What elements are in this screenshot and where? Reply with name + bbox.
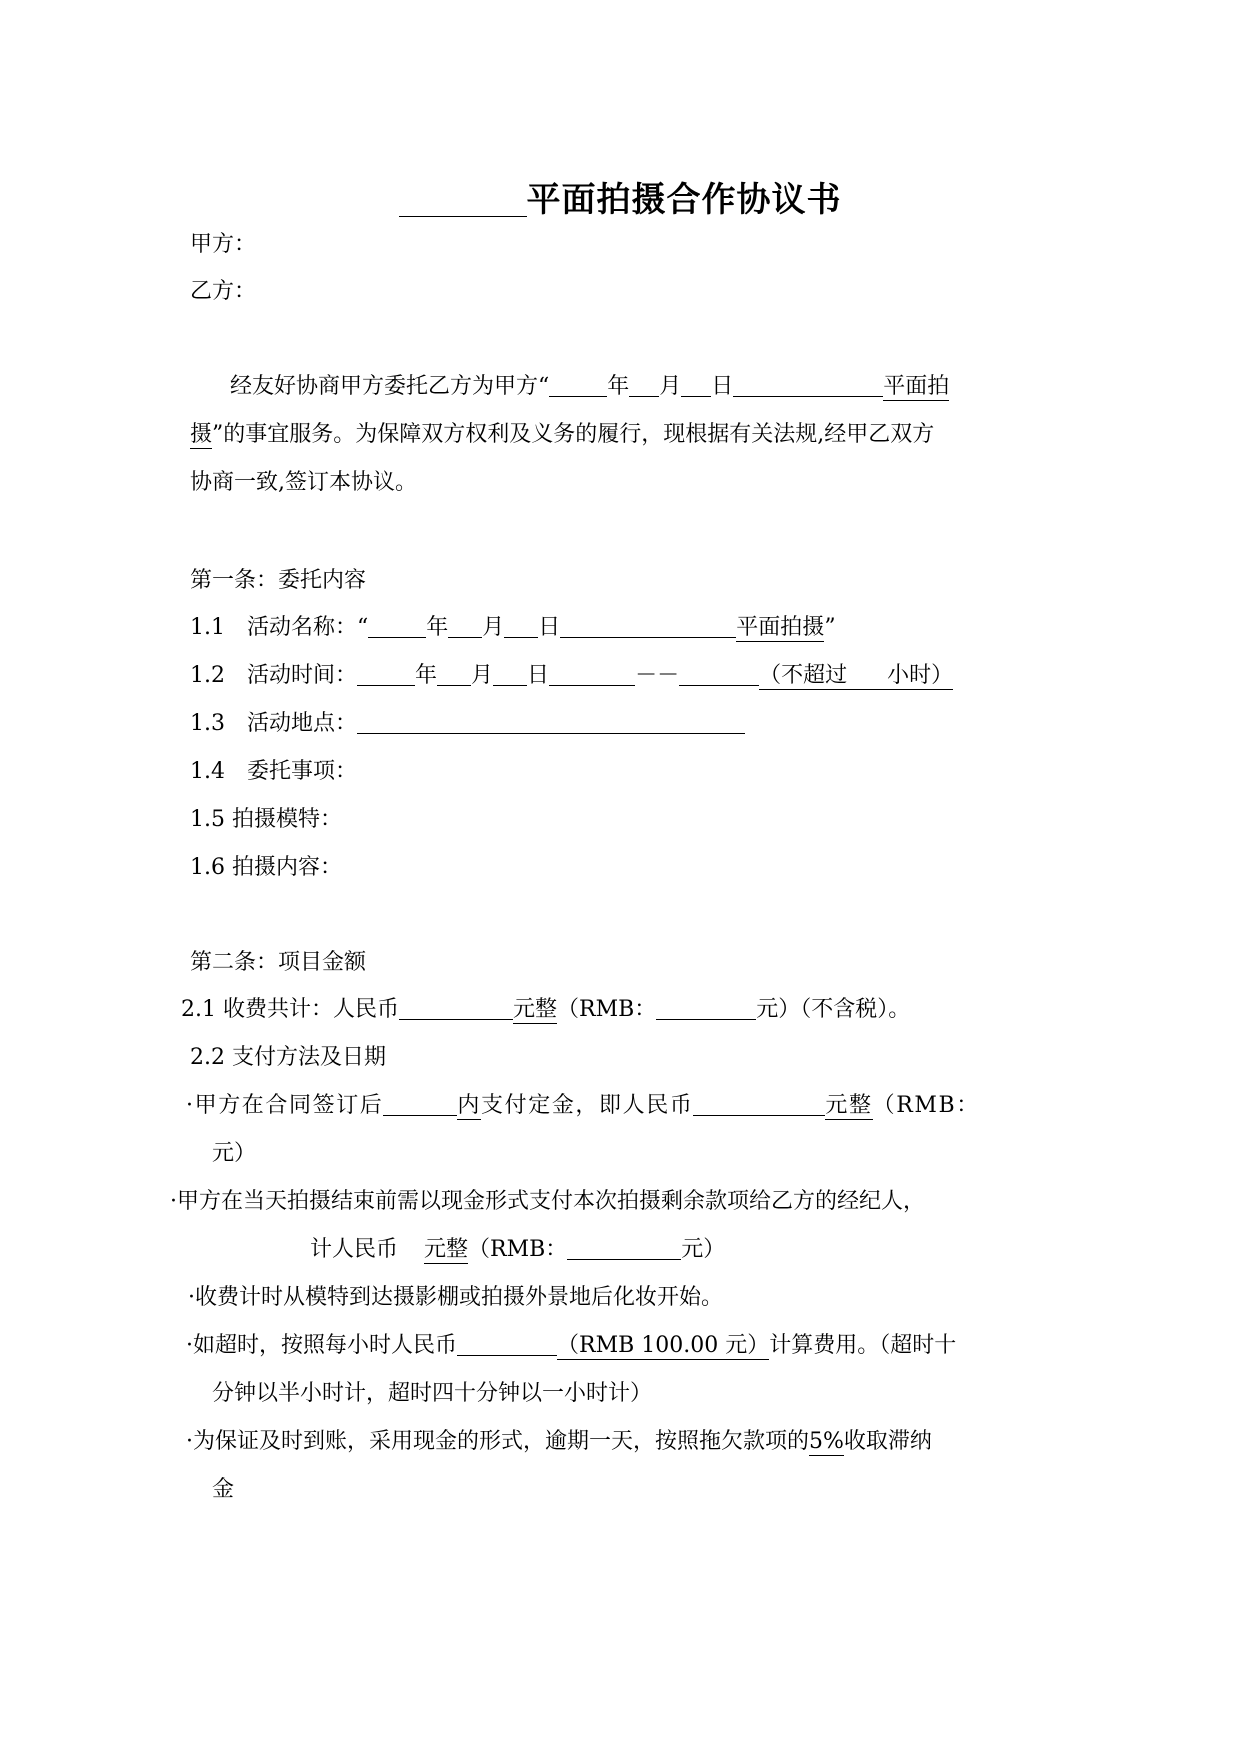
bullet-balance-line-2: 计人民币 元整（RMB： 元） bbox=[310, 1237, 726, 1262]
item-1-6: 1.6 拍摄内容： bbox=[190, 855, 342, 880]
bullet-overtime-line-2: 分钟以半小时计，超时四十分钟以一小时计） bbox=[212, 1381, 653, 1406]
intro-line-1: 经友好协商甲方委托乙方为甲方“ 年 月 日 平面拍 bbox=[230, 374, 950, 399]
party-b-line: 乙方： bbox=[190, 279, 257, 304]
title-blank bbox=[399, 184, 527, 217]
article-1-heading: 第一条：委托内容 bbox=[190, 568, 367, 593]
bullet-late-fee-line-2: 金 bbox=[212, 1477, 235, 1502]
item-1-4: 1.4 委托事项： bbox=[190, 759, 358, 784]
bullet-timing: ·收费计时从模特到达摄影棚或拍摄外景地后化妆开始。 bbox=[188, 1285, 723, 1310]
item-2-2: 2.2 支付方法及日期 bbox=[190, 1045, 386, 1070]
item-1-1: 1.1 活动名称：“ 年 月 日 平面拍摄” bbox=[190, 615, 836, 640]
article-2-heading: 第二条：项目金额 bbox=[190, 950, 367, 975]
bullet-deposit-line-2: 元） bbox=[212, 1141, 257, 1166]
bullet-deposit: ·甲方在合同签订后 内支付定金，即人民币 元整（RMB： bbox=[186, 1093, 980, 1118]
item-1-2: 1.2 活动时间： 年 月 日 －－ （不超过 小时） bbox=[190, 663, 954, 688]
intro-line-2: 摄”的事宜服务。为保障双方权利及义务的履行，现根据有关法规,经甲乙双方 bbox=[190, 422, 935, 447]
bullet-overtime: ·如超时，按照每小时人民币 （RMB 100.00 元）计算费用。（超时十 bbox=[186, 1333, 957, 1358]
party-a-line: 甲方： bbox=[190, 232, 257, 257]
item-1-5: 1.5 拍摄模特： bbox=[190, 807, 342, 832]
intro-line-3: 协商一致,签订本协议。 bbox=[190, 470, 417, 495]
document-title bbox=[0, 178, 1240, 222]
title-text: 平面拍摄合作协议书 bbox=[526, 180, 842, 220]
item-1-3: 1.3 活动地点： bbox=[190, 709, 1060, 739]
item-2-1: 2.1 收费共计：人民币 元整（RMB： 元）（不含税）。 bbox=[181, 997, 911, 1022]
bullet-balance: ·甲方在当天拍摄结束前需以现金形式支付本次拍摄剩余款项给乙方的经纪人， bbox=[170, 1189, 925, 1214]
bullet-late-fee: ·为保证及时到账，采用现金的形式，逾期一天，按照拖欠款项的5%收取滞纳 bbox=[186, 1429, 932, 1454]
